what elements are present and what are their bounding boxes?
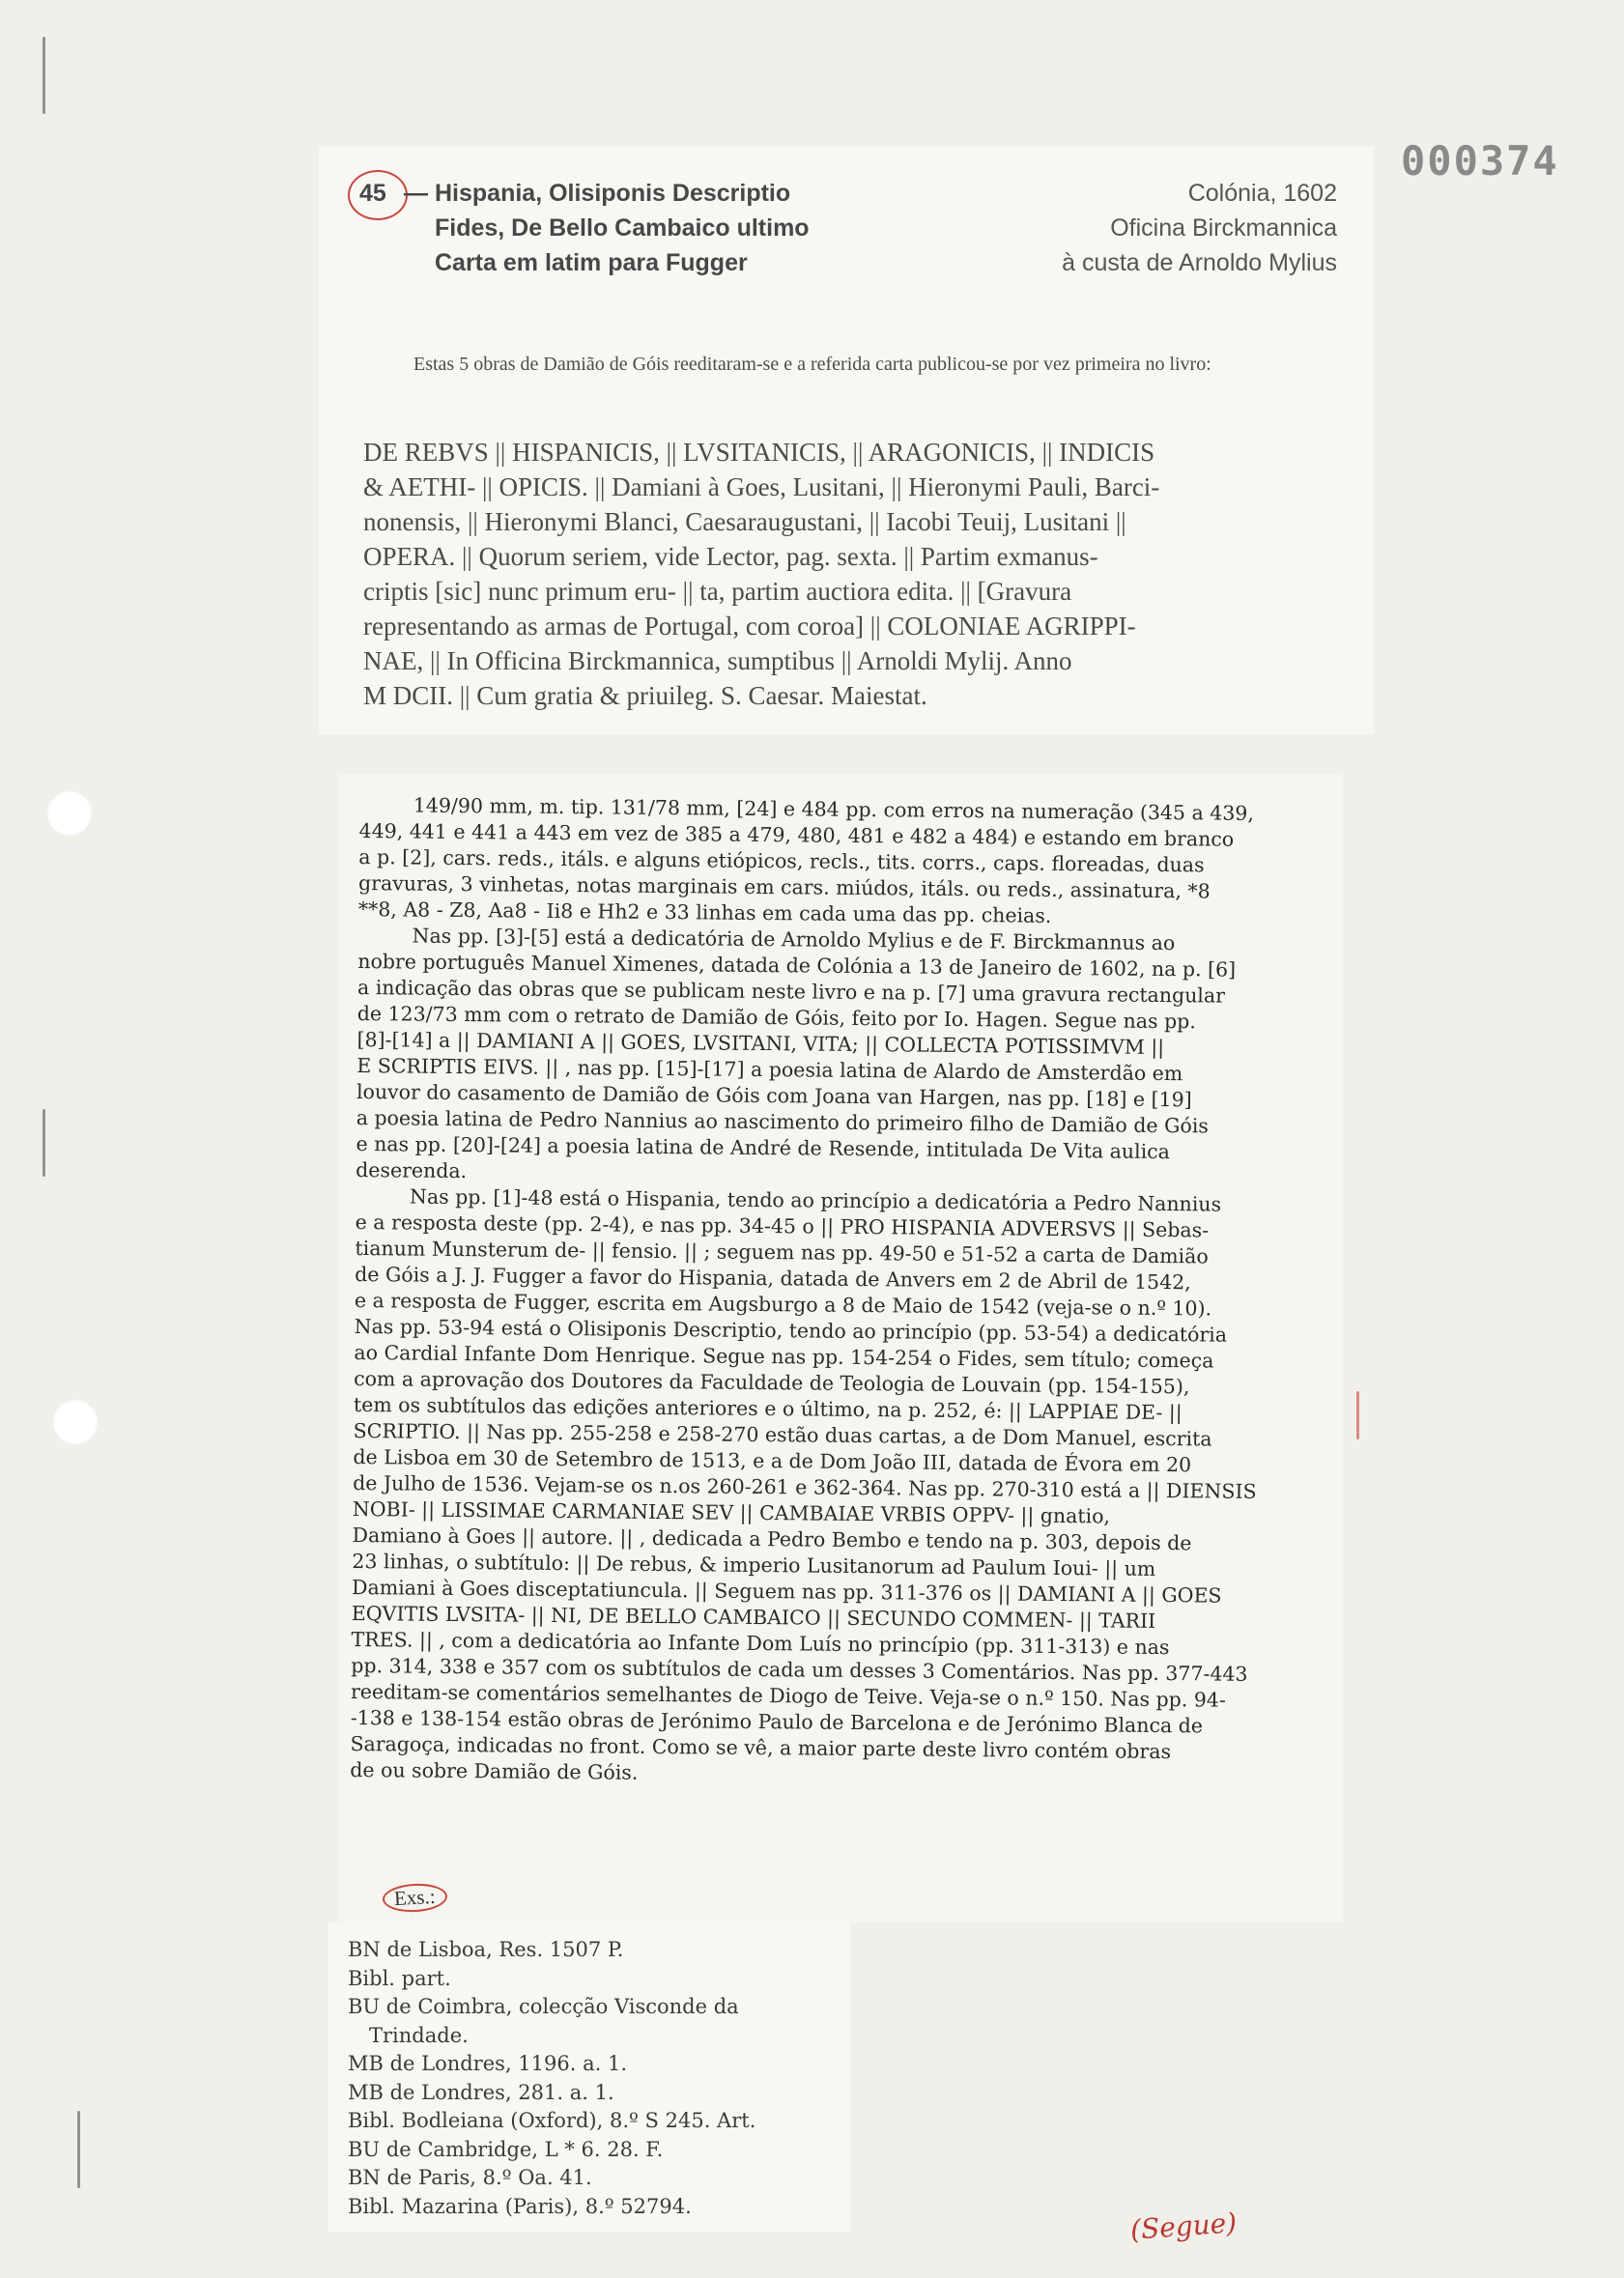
description-line: a p. [2], cars. reds., itáls. e alguns etiópicos, recls., tits. corrs., caps. floreadas, duas: [358, 844, 1205, 877]
pencil-mark: [43, 1109, 45, 1177]
entry-header-row: [357, 180, 1337, 214]
intro-text: Estas 5 obras de Damião de Góis reeditaram-se e a referida carta publicou-se por vez primeira no livro:: [413, 354, 1211, 375]
description-line: Nas pp. 53-94 está o Olisiponis Descriptio, tendo ao princípio (pp. 53-54) a dedicatória: [354, 1314, 1228, 1347]
entry-imprint-line: Colónia, 1602: [1187, 180, 1337, 207]
holding-item: Bibl. part.: [348, 1966, 451, 1990]
description-line: EQVITIS LVSITA- || NI, DE BELLO CAMBAICO || SECUNDO COMMEN- || TARII: [351, 1601, 1156, 1633]
book-title-transcription: [363, 435, 1333, 713]
description-line: [8]-[14] a || DAMIANI A || GOES, LVSITANI, VITA; || COLLECTA POTISSIMVM ||: [356, 1027, 1165, 1060]
pencil-mark: [43, 37, 45, 114]
description-line: de ou sobre Damião de Góis.: [350, 1757, 639, 1784]
book-title-line: NAE, || In Officina Birckmannica, sumptibus || Arnoldi Mylij. Anno: [363, 646, 1072, 675]
entry-title-line: Carta em latim para Fugger: [435, 249, 748, 276]
page-stamp-number: 000374: [1401, 137, 1559, 185]
holdings-list: [348, 1936, 831, 2221]
description-line: de Lisboa em 30 de Setembro de 1513, e a de Dom João III, datada de Évora em 20: [353, 1444, 1192, 1477]
pencil-mark: [1356, 1391, 1359, 1439]
description-line: e a resposta de Fugger, escrita em Augsburgo a 8 de Maio de 1542 (veja-se o n.º 10).: [354, 1288, 1212, 1321]
description-line: a indicação das obras que se publicam neste livro e na p. [7] uma gravura rectangular: [356, 975, 1226, 1008]
book-title-line: OPERA. || Quorum seriem, vide Lector, pag. sexta. || Partim exmanus-: [363, 542, 1098, 571]
book-title-line: M DCII. || Cum gratia & priuileg. S. Caesar. Maiestat.: [363, 681, 927, 710]
holding-item: MB de Londres, 1196. a. 1.: [348, 2052, 628, 2075]
book-title-line: DE REBVS || HISPANICIS, || LVSITANICIS, || ARAGONICIS, || INDICIS: [363, 438, 1155, 467]
description-line: e a resposta deste (pp. 2-4), e nas pp. 34-45 o || PRO HISPANIA ADVERSVS || Sebas-: [355, 1210, 1210, 1242]
exemplars-label: Exs.:: [382, 1882, 447, 1913]
description-line: Damiano à Goes || autore. || , dedicada a Pedro Bembo e tendo na p. 303, depois de: [352, 1523, 1192, 1555]
entry-header-row: [357, 214, 1337, 249]
entry-imprint-line: Oficina Birckmannica: [1110, 214, 1337, 242]
holding-item: Bibl. Mazarina (Paris), 8.º 52794.: [348, 2194, 692, 2218]
description-line: com a aprovação dos Doutores da Faculdade de Teologia de Louvain (pp. 154-155),: [354, 1366, 1190, 1399]
holding-item: MB de Londres, 281. a. 1.: [348, 2080, 614, 2104]
holding-item: BN de Paris, 8.º Oa. 41.: [348, 2166, 592, 2189]
description-line: reeditam-se comentários semelhantes de Diogo de Teive. Veja-se o n.º 150. Nas pp. 94-: [350, 1679, 1226, 1712]
handwritten-continuation-note: (Segue): [1128, 2207, 1239, 2246]
entry-number: 45: [359, 180, 386, 207]
entry-title-line: Hispania, Olisiponis Descriptio: [435, 180, 791, 207]
pencil-mark: [77, 2111, 80, 2188]
bibliographic-description: [350, 792, 1325, 1793]
exemplars-label-wrap: [383, 1884, 447, 1912]
description-line: Damiani à Goes disceptatiuncula. || Seguem nas pp. 311-376 os || DAMIANI A || GOES: [351, 1575, 1222, 1608]
description-line: tianum Munsterum de- || fensio. || ; seguem nas pp. 49-50 e 51-52 a carta de Damião: [355, 1236, 1209, 1268]
book-title-line: criptis [sic] nunc primum eru- || ta, partim auctiora edita. || [Gravura: [363, 577, 1072, 606]
entry-dash: —: [404, 180, 428, 207]
holding-item: Bibl. Bodleiana (Oxford), 8.º S 245. Art.: [348, 2109, 756, 2132]
binder-hole: [46, 790, 93, 837]
description-line: 149/90 mm, m. tip. 131/78 mm, [24] e 484 pp. com erros na numeração (345 a 439,: [413, 793, 1255, 825]
book-title-line: nonensis, || Hieronymi Blanci, Caesaraugustani, || Iacobi Teuij, Lusitani ||: [363, 507, 1126, 536]
entry-imprint-line: à custa de Arnoldo Mylius: [1062, 249, 1337, 276]
description-line: SCRIPTIO. || Nas pp. 255-258 e 258-270 estão duas cartas, a de Dom Manuel, escrita: [353, 1418, 1212, 1451]
description-line: TRES. || , com a dedicatória ao Infante Dom Luís no princípio (pp. 311-313) e nas: [351, 1627, 1170, 1660]
description-line: ao Cardial Infante Dom Henrique. Segue nas pp. 154-254 o Fides, sem título; começa: [354, 1340, 1214, 1373]
holding-item: BU de Cambridge, L * 6. 28. F.: [348, 2137, 664, 2161]
description-line: **8, A8 - Z8, Aa8 - Ii8 e Hh2 e 33 linhas em cada uma das pp. cheias.: [357, 897, 1052, 927]
entry-header-row: [357, 249, 1337, 284]
description-line: deserenda.: [356, 1157, 468, 1183]
binder-hole: [52, 1399, 99, 1445]
description-line: louvor do casamento de Damião de Góis com Joana van Hargen, nas pp. [18] e [19]: [356, 1079, 1192, 1112]
description-line: gravuras, 3 vinhetas, notas marginais em cars. miúdos, itáls. ou reds., assinatura, *8: [357, 870, 1211, 903]
description-line: Nas pp. [1]-48 está o Hispania, tendo ao princípio a dedicatória a Pedro Nannius: [409, 1184, 1222, 1216]
description-line: e nas pp. [20]-[24] a poesia latina de André de Resende, intitulada De Vita aulica: [356, 1131, 1171, 1164]
holding-item: BU de Coimbra, colecção Visconde da: [348, 1995, 739, 2018]
description-line: -138 e 138-154 estão obras de Jerónimo Paulo de Barcelona e de Jerónimo Blanca de: [350, 1705, 1204, 1738]
book-title-line: & AETHI- || OPICIS. || Damiani à Goes, Lusitani, || Hieronymi Pauli, Barci-: [363, 472, 1160, 501]
description-line: NOBI- || LISSIMAE CARMANIAE SEV || CAMBAIAE VRBIS OPPV- || gnatio,: [352, 1496, 1111, 1528]
description-line: E SCRIPTIS EIVS. || , nas pp. [15]-[17] a poesia latina de Alardo de Amsterdão em: [356, 1053, 1183, 1086]
description-line: nobre português Manuel Ximenes, datada de Colónia a 13 de Janeiro de 1602, na p. [6]: [357, 949, 1237, 982]
description-line: pp. 314, 338 e 357 com os subtítulos de cada um desses 3 Comentários. Nas pp. 377-443: [351, 1653, 1248, 1686]
description-line: Nas pp. [3]-[5] está a dedicatória de Arnoldo Mylius e de F. Birckmannus ao: [412, 924, 1176, 955]
description-line: 449, 441 e 441 a 443 em vez de 385 a 479, 480, 481 e 482 a 484) e estando em branco: [358, 818, 1235, 851]
holding-item: Trindade.: [369, 2023, 469, 2047]
description-line: a poesia latina de Pedro Nannius ao nascimento do primeiro filho de Damião de Góis: [356, 1105, 1209, 1138]
description-line: tem os subtítulos das edições anteriores e o último, na p. 252, é: || LAPPIAE DE- ||: [353, 1392, 1182, 1425]
description-line: Saragoça, indicadas no front. Como se vê, a maior parte deste livro contém obras: [350, 1731, 1172, 1764]
holding-item: BN de Lisboa, Res. 1507 P.: [348, 1938, 624, 1961]
description-line: de Góis a J. J. Fugger a favor do Hispania, datada de Anvers em 2 de Abril de 1542,: [355, 1262, 1191, 1295]
description-line: 23 linhas, o subtítulo: || De rebus, & imperio Lusitanorum ad Paulum Ioui- || um: [352, 1549, 1156, 1580]
entry-title-line: Fides, De Bello Cambaico ultimo: [435, 214, 810, 242]
description-line: de 123/73 mm com o retrato de Damião de Góis, feito por Io. Hagen. Segue nas pp.: [356, 1001, 1196, 1034]
book-title-line: representando as armas de Portugal, com coroa] || COLONIAE AGRIPPI-: [363, 612, 1136, 641]
description-line: de Julho de 1536. Vejam-se os n.os 260-261 e 362-364. Nas pp. 270-310 está a || DIENSIS: [353, 1470, 1257, 1503]
